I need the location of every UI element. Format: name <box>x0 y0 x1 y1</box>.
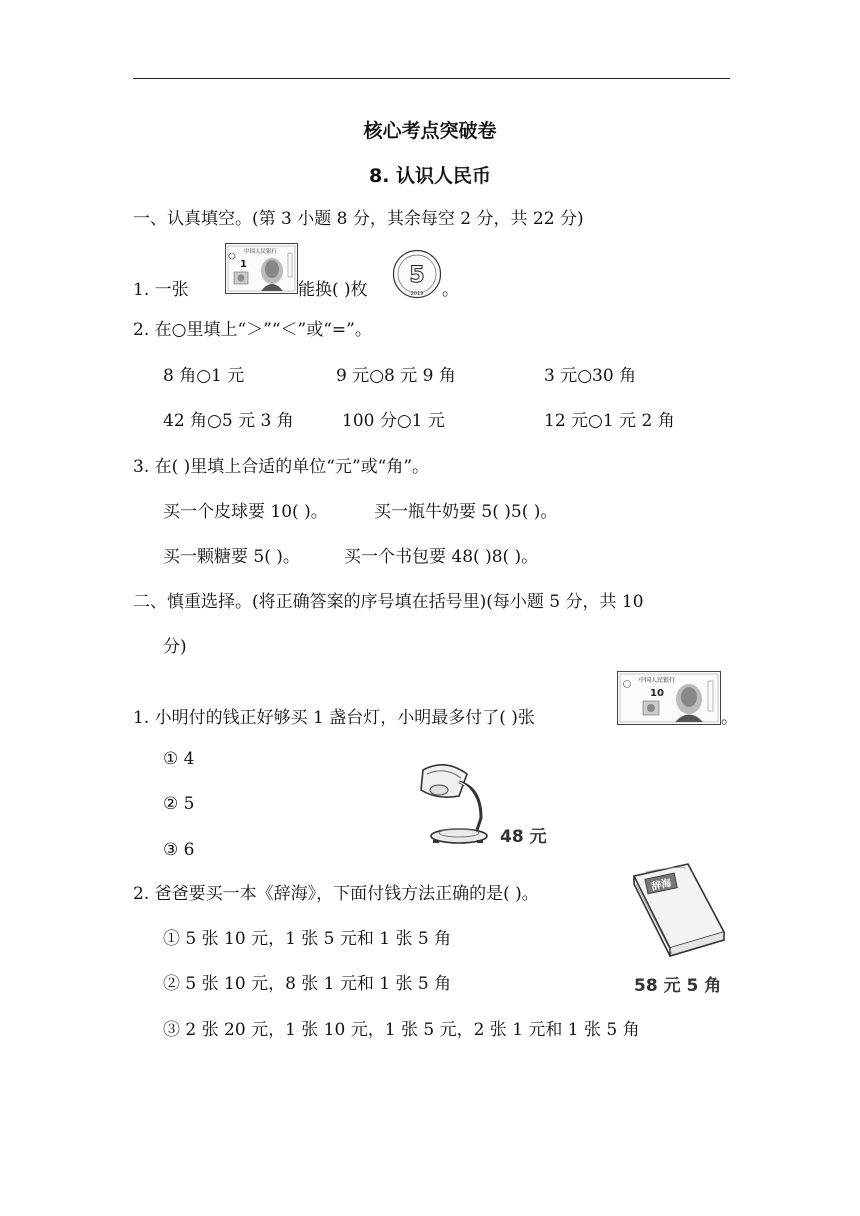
book-title-text: 辞海 <box>650 877 673 893</box>
book-price-label: 58 元 5 角 <box>634 976 722 996</box>
desk-lamp-image <box>415 760 497 854</box>
s2-q1-option: ② 5 <box>163 794 195 814</box>
banknote10-header-text: 中国人民银行 <box>639 677 676 684</box>
s1-q2-item: 100 分○1 元 <box>342 411 445 431</box>
section1-heading: 一、认真填空。(第 3 小题 8 分，其余每空 2 分，共 22 分) <box>133 209 584 229</box>
s1-q2-item: 3 元○30 角 <box>544 366 637 386</box>
banknote1-header-text: 中国人民银行 <box>244 249 278 255</box>
s1-q3-stem: 3. 在( )里填上合适的单位“元”或“角”。 <box>133 457 430 477</box>
s2-q2-option: ③ 2 张 20 元，1 张 10 元，1 张 5 元，2 张 1 元和 1 张 5 角 <box>163 1020 640 1040</box>
coin-value-text: 5 <box>409 263 425 288</box>
section2-heading-line1: 二、慎重选择。(将正确答案的序号填在括号里)(每小题 5 分，共 10 <box>133 592 644 612</box>
banknote1-value-text: 1 <box>240 259 247 270</box>
banknote-1-yuan-image <box>225 243 298 294</box>
s1-q1-text-b: 能换( )枚 <box>298 280 368 300</box>
cihai-book-image <box>626 862 732 960</box>
s1-q2-item: 12 元○1 元 2 角 <box>544 411 675 431</box>
banknote-10-yuan-image <box>617 671 721 725</box>
s2-q1-stem: 1. 小明付的钱正好够买 1 盏台灯，小明最多付了( )张 <box>133 708 535 728</box>
coin-5-jiao-image <box>392 249 442 299</box>
s1-q2-stem: 2. 在○里填上“＞”“＜”或“=”。 <box>133 320 372 340</box>
section2-heading-line2: 分) <box>163 637 187 657</box>
s1-q2-item: 8 角○1 元 <box>163 366 245 386</box>
s2-q1-option: ① 4 <box>163 749 195 769</box>
s1-q3-line1b: 买一瓶牛奶要 5( )5( )。 <box>374 502 558 522</box>
s2-q2-option: ② 5 张 10 元，8 张 1 元和 1 张 5 角 <box>163 974 452 994</box>
s2-q2-stem: 2. 爸爸要买一本《辞海》，下面付钱方法正确的是( )。 <box>133 884 539 904</box>
page-subtitle: 8. 认识人民币 <box>368 165 492 187</box>
banknote10-value-text: 10 <box>650 688 664 699</box>
s2-q2-option: ① 5 张 10 元，1 张 5 元和 1 张 5 角 <box>163 929 452 949</box>
s1-q3-line2a: 买一颗糖要 5( )。 <box>163 547 300 567</box>
s1-q1-text-a: 1. 一张 <box>133 280 189 300</box>
s1-q1-text-c: 。 <box>442 280 459 300</box>
s1-q2-item: 42 角○5 元 3 角 <box>163 411 294 431</box>
page-title: 核心考点突破卷 <box>363 120 497 142</box>
coin-year-text: 2019 <box>410 291 424 297</box>
lamp-price-label: 48 元 <box>500 827 547 847</box>
s1-q3-line2b: 买一个书包要 48( )8( )。 <box>344 547 539 567</box>
s2-q1-option: ③ 6 <box>163 840 195 860</box>
header-rule <box>133 78 730 79</box>
s1-q3-line1a: 买一个皮球要 10( )。 <box>163 502 328 522</box>
s2-q1-end: 。 <box>721 708 738 728</box>
s1-q2-item: 9 元○8 元 9 角 <box>336 366 456 386</box>
